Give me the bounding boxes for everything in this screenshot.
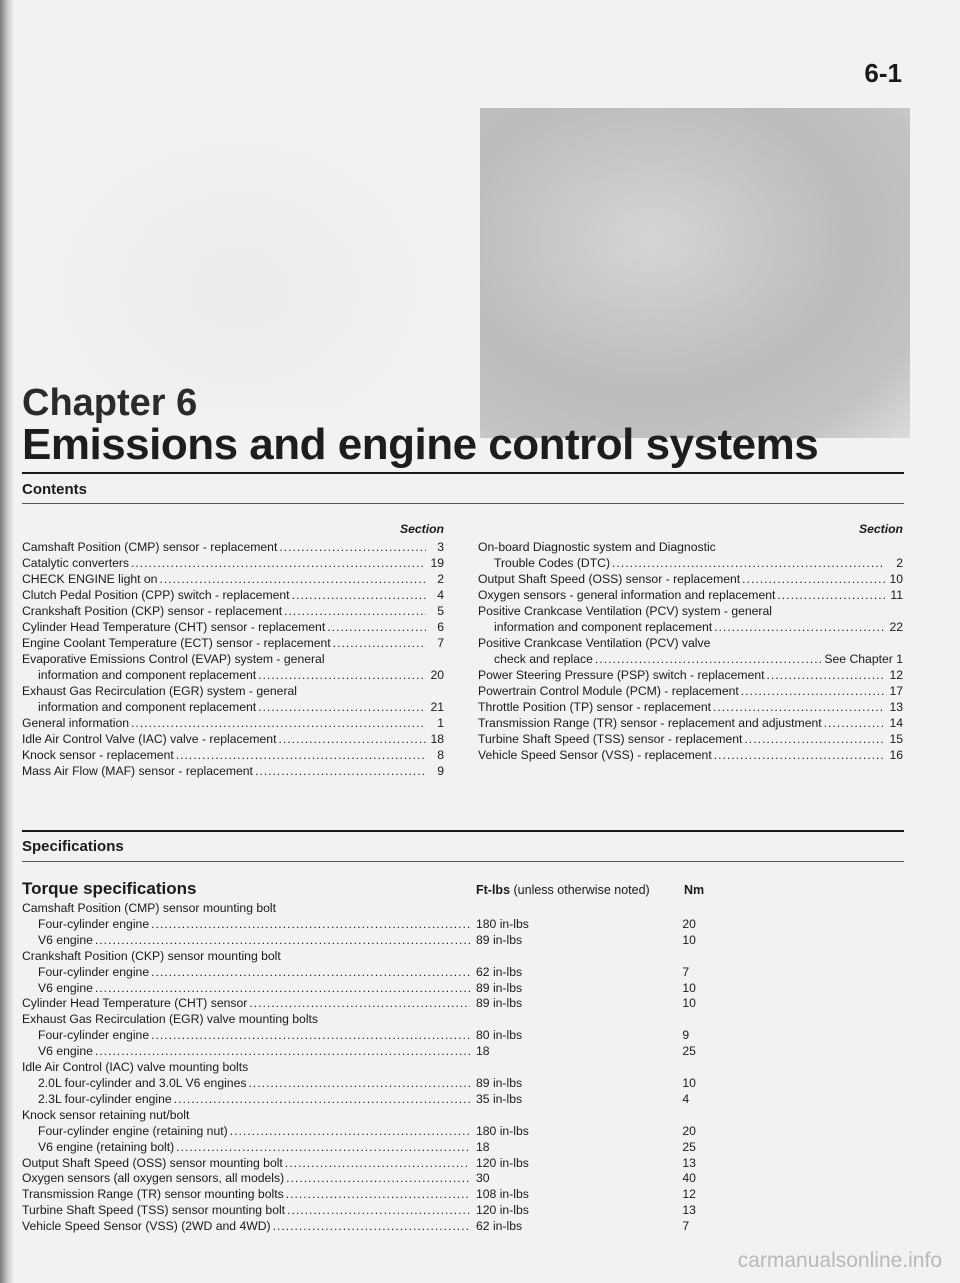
contents-entry bbox=[22, 667, 444, 683]
torque-item-label: V6 engine (retaining bolt) bbox=[38, 1139, 175, 1154]
leader-dots bbox=[258, 667, 426, 683]
contents-entry-section: 10 bbox=[889, 572, 903, 586]
contents-entry bbox=[22, 587, 444, 603]
torque-item-label: Four-cylinder engine (retaining nut) bbox=[38, 1123, 228, 1138]
torque-item-cell bbox=[22, 917, 470, 933]
page-number: 6-1 bbox=[864, 58, 902, 88]
contents-heading: Contents bbox=[22, 481, 87, 498]
torque-ftlbs-value: 89 in-lbs bbox=[476, 996, 523, 1011]
leader-dots bbox=[320, 1012, 469, 1028]
contents-entry-section: 7 bbox=[437, 636, 444, 650]
contents-entry-section: 8 bbox=[437, 748, 444, 762]
contents-entry-section: 18 bbox=[430, 732, 444, 746]
contents-entry bbox=[478, 731, 903, 747]
leader-dots bbox=[824, 715, 885, 731]
contents-entry bbox=[478, 603, 903, 619]
torque-ftlbs-value: 120 in-lbs bbox=[476, 1155, 529, 1170]
torque-row bbox=[22, 1092, 722, 1108]
contents-entry-title: Positive Crankcase Ventilation (PCV) system - general bbox=[478, 604, 772, 618]
leader-dots bbox=[718, 539, 885, 555]
leader-dots bbox=[258, 699, 426, 715]
torque-item-label: Four-cylinder engine bbox=[38, 916, 150, 931]
contents-entry bbox=[478, 555, 903, 571]
contents-rule bbox=[22, 503, 904, 504]
contents-entry-section: 2 bbox=[896, 556, 903, 570]
torque-nm-value: 7 bbox=[682, 1219, 690, 1234]
torque-row bbox=[22, 1171, 722, 1187]
torque-item-cell bbox=[22, 1140, 470, 1156]
torque-ftlbs-value: 80 in-lbs bbox=[476, 1028, 523, 1043]
leader-dots bbox=[230, 1124, 470, 1140]
torque-ftlbs-value: 180 in-lbs bbox=[476, 1123, 529, 1138]
contents-entry-title: Positive Crankcase Ventilation (PCV) valve bbox=[478, 636, 711, 650]
contents-entry-section: 17 bbox=[889, 684, 903, 698]
torque-item-cell bbox=[22, 1203, 470, 1219]
torque-item-label: Four-cylinder engine bbox=[38, 964, 150, 979]
leader-dots bbox=[176, 747, 426, 763]
contents-entry bbox=[478, 651, 903, 667]
contents-entry-title: Camshaft Position (CMP) sensor - replacement bbox=[22, 540, 278, 554]
leader-dots bbox=[327, 619, 426, 635]
leader-dots bbox=[283, 949, 469, 965]
torque-nm-value bbox=[682, 1108, 722, 1124]
contents-entry bbox=[22, 763, 444, 779]
torque-ftlbs-value: 89 in-lbs bbox=[476, 932, 523, 947]
contents-right-column bbox=[478, 521, 903, 763]
leader-dots bbox=[742, 571, 885, 587]
torque-ftlbs-value: 89 in-lbs bbox=[476, 1075, 523, 1090]
torque-row bbox=[22, 949, 722, 965]
contents-entry-title: Throttle Position (TP) sensor - replacement bbox=[478, 700, 712, 714]
torque-item-cell bbox=[22, 1187, 470, 1203]
torque-row bbox=[22, 1124, 722, 1140]
contents-entry-section: 22 bbox=[889, 620, 903, 634]
torque-nm-value: 20 bbox=[682, 916, 696, 931]
torque-ftlbs-value bbox=[469, 1012, 682, 1028]
leader-dots bbox=[777, 587, 885, 603]
leader-dots bbox=[286, 1187, 470, 1203]
section-column-header: Section bbox=[858, 522, 903, 536]
leader-dots bbox=[612, 555, 885, 571]
contents-entry bbox=[478, 715, 903, 731]
leader-dots bbox=[151, 1028, 470, 1044]
leader-dots bbox=[713, 699, 885, 715]
torque-item-label: Exhaust Gas Recirculation (EGR) valve mounting bolts bbox=[22, 1012, 319, 1027]
torque-row bbox=[22, 1203, 722, 1219]
torque-nm-value: 10 bbox=[682, 980, 696, 995]
contents-entry-title: Catalytic converters bbox=[22, 556, 130, 570]
contents-entry-section: 15 bbox=[889, 732, 903, 746]
torque-nm-value: 12 bbox=[682, 1187, 696, 1202]
contents-entry-title: Knock sensor - replacement bbox=[22, 748, 174, 762]
specifications-subrule bbox=[22, 861, 904, 862]
torque-nm-value bbox=[682, 1060, 722, 1076]
leader-dots bbox=[285, 1156, 470, 1172]
torque-item-cell bbox=[22, 1124, 470, 1140]
leader-dots bbox=[151, 917, 470, 933]
leader-dots bbox=[284, 603, 426, 619]
leader-dots bbox=[714, 619, 885, 635]
torque-row bbox=[22, 1156, 722, 1172]
contents-entry-title: Turbine Shaft Speed (TSS) sensor - replacement bbox=[478, 732, 743, 746]
contents-entry-section: See Chapter 1 bbox=[824, 652, 903, 666]
contents-entry-section bbox=[428, 683, 444, 699]
torque-item-cell bbox=[22, 996, 470, 1012]
torque-item-label: V6 engine bbox=[38, 1044, 93, 1059]
contents-entry-title: Clutch Pedal Position (CPP) switch - replacement bbox=[22, 588, 290, 602]
leader-dots bbox=[278, 731, 426, 747]
leader-dots bbox=[767, 667, 885, 683]
contents-entry bbox=[22, 555, 444, 571]
contents-entry-title: Output Shaft Speed (OSS) sensor - replacement bbox=[478, 572, 741, 586]
watermark: carmanualsonline.info bbox=[737, 1249, 942, 1272]
contents-entry-section bbox=[428, 651, 444, 667]
leader-dots bbox=[712, 635, 885, 651]
specifications-heading: Specifications bbox=[22, 838, 124, 855]
torque-nm-value bbox=[682, 1012, 722, 1028]
contents-entry-section: 16 bbox=[889, 748, 903, 762]
torque-row bbox=[22, 1108, 722, 1124]
contents-entry-section: 14 bbox=[889, 716, 903, 730]
torque-ftlbs-value: 35 in-lbs bbox=[476, 1091, 523, 1106]
torque-item-cell bbox=[22, 981, 470, 997]
contents-entry bbox=[22, 683, 444, 699]
contents-entry-section: 1 bbox=[437, 716, 444, 730]
torque-item-cell bbox=[22, 933, 470, 949]
leader-dots bbox=[744, 731, 885, 747]
ftlbs-label: Ft-lbs bbox=[476, 883, 511, 897]
torque-row bbox=[22, 1219, 722, 1235]
contents-entry-section: 5 bbox=[437, 604, 444, 618]
torque-item-cell bbox=[22, 1060, 469, 1076]
torque-item-label: 2.3L four-cylinder engine bbox=[38, 1091, 172, 1106]
contents-entry bbox=[22, 715, 444, 731]
contents-entry-title: CHECK ENGINE light on bbox=[22, 572, 158, 586]
contents-entry-section: 12 bbox=[889, 668, 903, 682]
torque-item-cell bbox=[22, 949, 469, 965]
ftlbs-column-header bbox=[476, 883, 684, 899]
torque-nm-value: 25 bbox=[682, 1139, 696, 1154]
torque-specifications-table bbox=[22, 881, 722, 1235]
contents-entry bbox=[478, 747, 903, 763]
contents-entry bbox=[22, 571, 444, 587]
torque-nm-value: 7 bbox=[682, 964, 690, 979]
torque-item-label: V6 engine bbox=[38, 932, 93, 947]
contents-entry bbox=[22, 699, 444, 715]
leader-dots bbox=[333, 635, 426, 651]
torque-item-label: Crankshaft Position (CKP) sensor mounting bolt bbox=[22, 948, 281, 963]
torque-item-label: Oxygen sensors (all oxygen sensors, all models) bbox=[22, 1171, 285, 1186]
leader-dots bbox=[95, 933, 470, 949]
contents-entry-title: Trouble Codes (DTC) bbox=[494, 556, 611, 570]
section-column-header: Section bbox=[399, 522, 444, 536]
leader-dots bbox=[249, 996, 470, 1012]
book-spine-shadow bbox=[0, 0, 14, 1283]
contents-entry bbox=[478, 667, 903, 683]
torque-item-cell bbox=[22, 1171, 470, 1187]
torque-nm-value: 13 bbox=[682, 1155, 696, 1170]
contents-entry-title: Engine Coolant Temperature (ECT) sensor - replacement bbox=[22, 636, 331, 650]
torque-item-label: Idle Air Control (IAC) valve mounting bolts bbox=[22, 1060, 249, 1075]
contents-entry-title: Mass Air Flow (MAF) sensor - replacement bbox=[22, 764, 253, 778]
torque-row bbox=[22, 1076, 722, 1092]
contents-entry bbox=[478, 619, 903, 635]
contents-entry-title: Idle Air Control Valve (IAC) valve - replacement bbox=[22, 732, 277, 746]
torque-item-label: Turbine Shaft Speed (TSS) sensor mounting bolt bbox=[22, 1203, 286, 1218]
torque-ftlbs-value: 18 bbox=[476, 1139, 490, 1154]
torque-item-cell bbox=[22, 965, 470, 981]
torque-row bbox=[22, 996, 722, 1012]
contents-entry-title: Power Steering Pressure (PSP) switch - replacement bbox=[478, 668, 765, 682]
contents-entry-section: 13 bbox=[889, 700, 903, 714]
torque-item-label: Knock sensor retaining nut/bolt bbox=[22, 1107, 190, 1122]
contents-entry bbox=[22, 619, 444, 635]
torque-item-label: Cylinder Head Temperature (CHT) sensor bbox=[22, 996, 248, 1011]
torque-item-cell bbox=[22, 1012, 469, 1028]
torque-nm-value: 40 bbox=[682, 1171, 696, 1186]
leader-dots bbox=[131, 715, 426, 731]
contents-entry bbox=[478, 699, 903, 715]
torque-nm-value: 9 bbox=[682, 1028, 690, 1043]
contents-entry-section: 3 bbox=[437, 540, 444, 554]
contents-entry-section: 20 bbox=[430, 668, 444, 682]
contents-entry-title: Cylinder Head Temperature (CHT) sensor - replacement bbox=[22, 620, 326, 634]
contents-entry bbox=[22, 651, 444, 667]
leader-dots bbox=[191, 1108, 468, 1124]
chapter-title: Emissions and engine control systems bbox=[22, 420, 819, 469]
leader-dots bbox=[159, 571, 426, 587]
torque-item-cell bbox=[22, 1108, 469, 1124]
contents-entry-title: On-board Diagnostic system and Diagnostic bbox=[478, 540, 716, 554]
torque-item-cell bbox=[22, 1076, 470, 1092]
torque-item-cell bbox=[22, 1156, 470, 1172]
contents-entry bbox=[22, 747, 444, 763]
contents-entry-title: Transmission Range (TR) sensor - replacement and adjustment bbox=[478, 716, 822, 730]
torque-nm-value bbox=[682, 901, 722, 917]
torque-item-label: 2.0L four-cylinder and 3.0L V6 engines bbox=[38, 1075, 247, 1090]
contents-entry bbox=[22, 635, 444, 651]
contents-entry bbox=[478, 683, 903, 699]
torque-nm-value: 20 bbox=[682, 1123, 696, 1138]
contents-entry-title: information and component replacement bbox=[38, 700, 257, 714]
torque-item-label: Camshaft Position (CMP) sensor mounting bolt bbox=[22, 901, 277, 915]
contents-entry-title: information and component replacement bbox=[38, 668, 257, 682]
chapter-label: Chapter 6 bbox=[22, 382, 198, 424]
torque-row bbox=[22, 965, 722, 981]
torque-ftlbs-value: 180 in-lbs bbox=[476, 916, 529, 931]
leader-dots bbox=[278, 901, 469, 917]
torque-item-label: V6 engine bbox=[38, 980, 93, 995]
torque-row bbox=[22, 933, 722, 949]
contents-entry-section: 2 bbox=[437, 572, 444, 586]
leader-dots bbox=[273, 1219, 470, 1235]
contents-entry bbox=[478, 571, 903, 587]
engine-photo bbox=[480, 108, 910, 438]
torque-ftlbs-value: 30 bbox=[476, 1171, 490, 1186]
torque-nm-value: 13 bbox=[682, 1203, 696, 1218]
title-rule bbox=[22, 472, 904, 474]
contents-entry-section: 21 bbox=[430, 700, 444, 714]
torque-nm-value bbox=[682, 949, 722, 965]
torque-nm-value: 25 bbox=[682, 1044, 696, 1059]
leader-dots bbox=[292, 587, 426, 603]
leader-dots bbox=[279, 539, 426, 555]
torque-nm-value: 10 bbox=[682, 932, 696, 947]
leader-dots bbox=[255, 763, 426, 779]
torque-ftlbs-value: 89 in-lbs bbox=[476, 980, 523, 995]
torque-nm-value: 10 bbox=[682, 1075, 696, 1090]
torque-item-cell bbox=[22, 901, 469, 917]
torque-title: Torque specifications bbox=[22, 879, 197, 898]
nm-column-header: Nm bbox=[684, 883, 705, 897]
leader-dots bbox=[714, 747, 885, 763]
torque-ftlbs-value: 120 in-lbs bbox=[476, 1203, 529, 1218]
contents-entry-title: General information bbox=[22, 716, 130, 730]
contents-entry bbox=[478, 587, 903, 603]
torque-ftlbs-value: 62 in-lbs bbox=[476, 964, 523, 979]
torque-table-header bbox=[22, 881, 722, 901]
leader-dots bbox=[741, 683, 885, 699]
torque-item-cell bbox=[22, 1092, 470, 1108]
contents-entry-title: Oxygen sensors - general information and replacement bbox=[478, 588, 776, 602]
contents-entry-section: 6 bbox=[437, 620, 444, 634]
contents-entry-title: Evaporative Emissions Control (EVAP) system - general bbox=[22, 652, 325, 666]
contents-left-column bbox=[22, 521, 444, 779]
torque-ftlbs-value bbox=[469, 1108, 682, 1124]
contents-entry bbox=[478, 635, 903, 651]
contents-entry bbox=[22, 731, 444, 747]
torque-row bbox=[22, 1140, 722, 1156]
leader-dots bbox=[299, 683, 426, 699]
contents-entry bbox=[22, 539, 444, 555]
leader-dots bbox=[95, 1044, 470, 1060]
contents-entry-section bbox=[887, 635, 903, 651]
background-photo-left bbox=[20, 108, 460, 408]
contents-entry-section: 4 bbox=[437, 588, 444, 602]
leader-dots bbox=[248, 1076, 470, 1092]
specifications-rule bbox=[22, 830, 904, 832]
contents-entry-title: Vehicle Speed Sensor (VSS) - replacement bbox=[478, 748, 712, 762]
torque-ftlbs-value bbox=[469, 949, 682, 965]
contents-entry bbox=[478, 539, 903, 555]
contents-entry-section: 19 bbox=[430, 556, 444, 570]
torque-item-cell bbox=[22, 1044, 470, 1060]
leader-dots bbox=[595, 651, 822, 667]
contents-entry-title: Exhaust Gas Recirculation (EGR) system - general bbox=[22, 684, 297, 698]
contents-entry-section bbox=[887, 539, 903, 555]
torque-row bbox=[22, 1060, 722, 1076]
leader-dots bbox=[327, 651, 426, 667]
leader-dots bbox=[95, 981, 470, 997]
leader-dots bbox=[131, 555, 426, 571]
leader-dots bbox=[151, 965, 470, 981]
torque-row bbox=[22, 1044, 722, 1060]
torque-ftlbs-value: 62 in-lbs bbox=[476, 1219, 523, 1234]
contents-entry-section: 11 bbox=[890, 588, 903, 602]
contents-entry-title: information and component replacement bbox=[494, 620, 713, 634]
leader-dots bbox=[287, 1203, 470, 1219]
leader-dots bbox=[176, 1140, 470, 1156]
torque-row bbox=[22, 1012, 722, 1028]
contents-entry-title: Crankshaft Position (CKP) sensor - replacement bbox=[22, 604, 283, 618]
contents-entry-title: check and replace bbox=[494, 652, 593, 666]
torque-item-cell bbox=[22, 1219, 470, 1235]
torque-ftlbs-value: 108 in-lbs bbox=[476, 1187, 529, 1202]
leader-dots bbox=[774, 603, 885, 619]
contents-entry-title: Powertrain Control Module (PCM) - replacement bbox=[478, 684, 739, 698]
torque-ftlbs-value: 18 bbox=[476, 1044, 490, 1059]
torque-row bbox=[22, 1028, 722, 1044]
torque-nm-value: 4 bbox=[682, 1091, 690, 1106]
contents-entry-section bbox=[887, 603, 903, 619]
ftlbs-note: (unless otherwise noted) bbox=[513, 883, 650, 897]
torque-row bbox=[22, 981, 722, 997]
contents-entry bbox=[22, 603, 444, 619]
leader-dots bbox=[174, 1092, 470, 1108]
torque-item-cell bbox=[22, 1028, 470, 1044]
leader-dots bbox=[286, 1171, 470, 1187]
torque-item-label: Transmission Range (TR) sensor mounting bolts bbox=[22, 1187, 284, 1202]
leader-dots bbox=[250, 1060, 468, 1076]
torque-ftlbs-value bbox=[469, 1060, 682, 1076]
torque-nm-value: 10 bbox=[682, 996, 696, 1011]
torque-row bbox=[22, 917, 722, 933]
torque-row bbox=[22, 901, 722, 917]
torque-item-label: Four-cylinder engine bbox=[38, 1028, 150, 1043]
contents-entry-section: 9 bbox=[437, 764, 444, 778]
torque-ftlbs-value bbox=[469, 901, 682, 917]
torque-item-label: Vehicle Speed Sensor (VSS) (2WD and 4WD) bbox=[22, 1219, 271, 1234]
torque-row bbox=[22, 1187, 722, 1203]
torque-item-label: Output Shaft Speed (OSS) sensor mounting bolt bbox=[22, 1155, 283, 1170]
